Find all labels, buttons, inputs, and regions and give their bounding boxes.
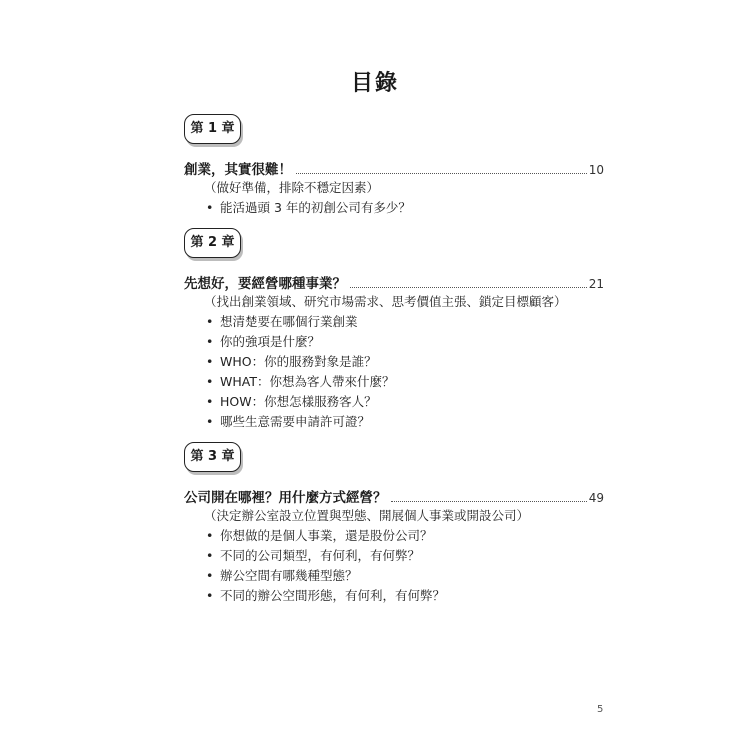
bullet-icon: • [206, 414, 214, 429]
bullet-icon: • [206, 528, 214, 543]
chapter-badge: 第 1 章 [184, 114, 241, 144]
bullet-icon: • [206, 568, 214, 583]
bullet-icon: • [206, 374, 214, 389]
chapter-1 [184, 114, 604, 218]
list-item: • 你想做的是個人事業，還是股份公司？ [206, 526, 604, 546]
chapter-page-number: 49 [588, 491, 604, 505]
list-item: • 辦公空間有哪幾種型態？ [206, 566, 604, 586]
list-item: • 能活過頭 3 年的初創公司有多少？ [206, 198, 604, 218]
dot-leader [350, 287, 587, 288]
page-title: 目錄 [350, 71, 399, 96]
list-item: • 不同的公司類型，有何利，有何弊？ [206, 546, 604, 566]
chapter-heading: 創業，其實很難！ [184, 162, 292, 178]
bullet-icon: • [206, 588, 214, 603]
bullet-icon: • [206, 200, 214, 215]
list-item: • 不同的辦公空間形態，有何利，有何弊？ [206, 586, 604, 606]
topic-list [184, 198, 604, 218]
list-item: • WHAT：你想為客人帶來什麼？ [206, 372, 604, 392]
chapter-heading: 先想好，要經營哪種事業？ [184, 276, 346, 292]
dot-leader [391, 501, 587, 502]
list-item: • WHO：你的服務對象是誰？ [206, 352, 604, 372]
chapter-page-number: 10 [588, 163, 604, 177]
bullet-icon: • [206, 314, 214, 329]
chapter-page-number: 21 [588, 277, 604, 291]
chapter-heading: 公司開在哪裡？用什麼方式經營？ [184, 490, 387, 506]
chapter-subtitle: （找出創業領域、研究市場需求、思考價值主張、鎖定目標顧客） [204, 294, 567, 309]
bullet-icon: • [206, 334, 214, 349]
chapter-heading-row[interactable] [184, 158, 604, 178]
chapter-subtitle: （做好準備，排除不穩定因素） [204, 180, 380, 195]
list-item: • 想清楚要在哪個行業創業 [206, 312, 604, 332]
chapter-badge: 第 2 章 [184, 228, 241, 258]
chapter-3 [184, 442, 604, 606]
list-item: • HOW：你想怎樣服務客人？ [206, 392, 604, 412]
chapter-badge: 第 3 章 [184, 442, 241, 472]
chapter-heading-row[interactable] [184, 272, 604, 292]
bullet-icon: • [206, 394, 214, 409]
chapter-2 [184, 228, 604, 432]
topic-list [184, 312, 604, 432]
bullet-icon: • [206, 354, 214, 369]
bullet-icon: • [206, 548, 214, 563]
page-number: 5 [597, 704, 604, 715]
topic-list [184, 526, 604, 606]
dot-leader [296, 173, 587, 174]
chapter-subtitle: （決定辦公室設立位置與型態、開展個人事業或開設公司） [204, 508, 530, 523]
chapter-heading-row[interactable] [184, 486, 604, 506]
list-item: • 你的強項是什麼？ [206, 332, 604, 352]
list-item: • 哪些生意需要申請許可證？ [206, 412, 604, 432]
